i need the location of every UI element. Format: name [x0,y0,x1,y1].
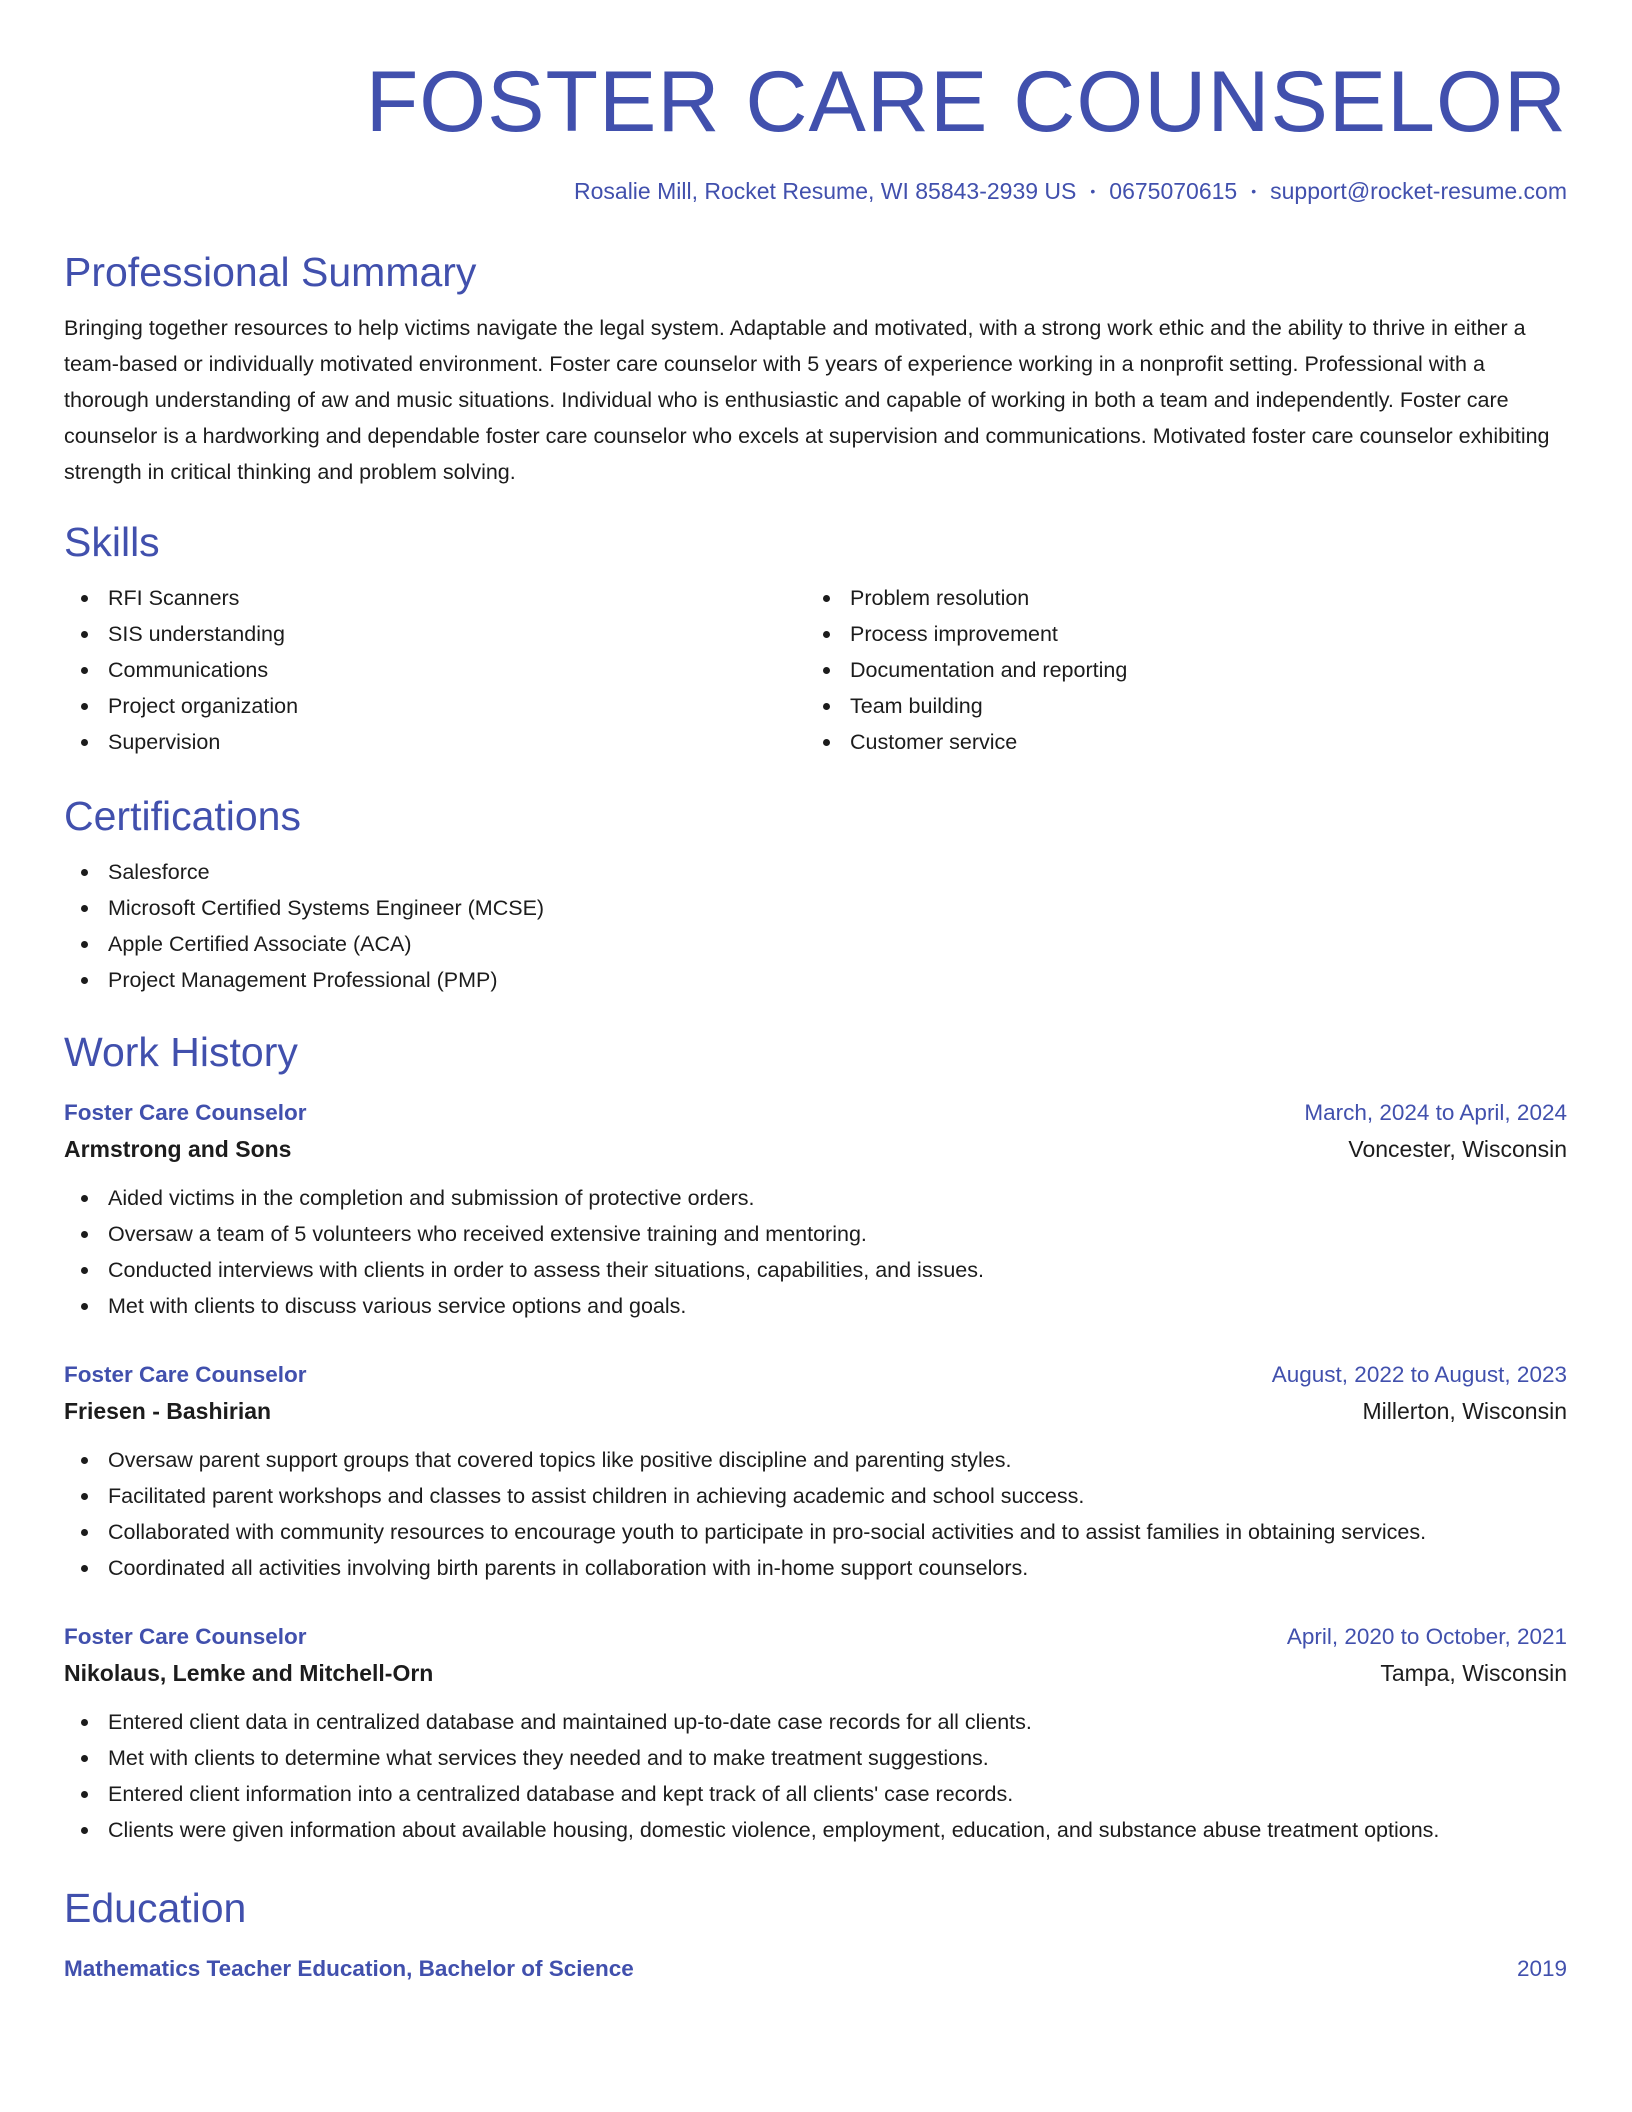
job-bullet: Collaborated with community resources to encourage youth to participate in pro-social activities and to assist families in obtaining services. [64,1514,1567,1550]
contact-phone[interactable]: 0675070615 [1109,178,1238,204]
resume-page [64,0,1567,2112]
skill-item: Project organization [64,688,806,724]
contact-address: Rosalie Mill, Rocket Resume, WI 85843-2939 US [574,178,1077,204]
job-header-row [64,1096,1567,1130]
job-entry [64,1096,1567,1324]
skill-item: SIS understanding [64,616,806,652]
skills-list-right [806,580,1548,760]
job-company: Friesen - Bashirian [64,1398,272,1424]
resume-title: FOSTER CARE COUNSELOR [365,54,1567,150]
work-history-heading: Work History [64,1029,298,1075]
contact-separator: • [1090,183,1096,199]
job-bullet: Oversaw a team of 5 volunteers who received extensive training and mentoring. [64,1216,1567,1252]
job-company-row [64,1130,1567,1168]
certification-item: Project Management Professional (PMP) [64,962,1567,998]
job-dates: April, 2020 to October, 2021 [1286,1624,1567,1649]
job-title: Foster Care Counselor [64,1100,307,1125]
education-heading: Education [64,1885,247,1931]
job-bullets [64,1180,1567,1324]
skill-item: Customer service [806,724,1548,760]
skill-item: Problem resolution [806,580,1548,616]
job-company-row [64,1392,1567,1430]
job-bullet: Entered client data in centralized database and maintained up-to-date case records for all clients. [64,1704,1567,1740]
job-entry [64,1620,1567,1848]
certification-item: Salesforce [64,854,1567,890]
job-title: Foster Care Counselor [64,1624,307,1649]
certifications-heading: Certifications [64,793,301,839]
job-company: Armstrong and Sons [64,1136,292,1162]
skill-item: Team building [806,688,1548,724]
job-dates: August, 2022 to August, 2023 [1271,1362,1567,1387]
certification-item: Microsoft Certified Systems Engineer (MCSE) [64,890,1567,926]
skill-item: Communications [64,652,806,688]
skill-item: RFI Scanners [64,580,806,616]
job-entry [64,1358,1567,1586]
education-degree: Mathematics Teacher Education, Bachelor of Science [64,1956,634,1981]
job-title: Foster Care Counselor [64,1362,307,1387]
job-bullet: Met with clients to determine what services they needed and to make treatment suggestions. [64,1740,1567,1776]
job-company-row [64,1654,1567,1692]
job-location: Tampa, Wisconsin [1380,1660,1567,1686]
skill-item: Supervision [64,724,806,760]
job-bullet: Entered client information into a centralized database and kept track of all clients' case records. [64,1776,1567,1812]
job-bullet: Coordinated all activities involving birth parents in collaboration with in-home support counselors. [64,1550,1567,1586]
job-location: Millerton, Wisconsin [1362,1398,1567,1424]
job-dates: March, 2024 to April, 2024 [1304,1100,1567,1125]
job-bullet: Aided victims in the completion and submission of protective orders. [64,1180,1567,1216]
job-bullets [64,1704,1567,1848]
education-year: 2019 [1516,1956,1567,1981]
job-bullet: Clients were given information about available housing, domestic violence, employment, education, and substance abuse treatment options. [64,1812,1567,1848]
job-bullet: Oversaw parent support groups that covered topics like positive discipline and parenting styles. [64,1442,1567,1478]
job-bullet: Facilitated parent workshops and classes to assist children in achieving academic and school success. [64,1478,1567,1514]
job-bullets [64,1442,1567,1586]
summary-heading: Professional Summary [64,249,477,295]
job-bullet: Conducted interviews with clients in order to assess their situations, capabilities, and issues. [64,1252,1567,1288]
contact-line [64,174,1567,208]
job-header-row [64,1620,1567,1654]
job-bullet: Met with clients to discuss various service options and goals. [64,1288,1567,1324]
skill-item: Process improvement [806,616,1548,652]
job-company: Nikolaus, Lemke and Mitchell-Orn [64,1660,434,1686]
contact-email[interactable]: support@rocket-resume.com [1270,178,1567,204]
education-entry [64,1952,1567,1986]
skills-heading: Skills [64,519,160,565]
certifications-list [64,854,1567,998]
certification-item: Apple Certified Associate (ACA) [64,926,1567,962]
contact-separator: • [1251,183,1257,199]
skill-item: Documentation and reporting [806,652,1548,688]
summary-text: Bringing together resources to help victims navigate the legal system. Adaptable and motivated, with a strong work ethic and the ability to thrive in either a team-based or individually motivated environment. Foster care counselor with 5 years of experience working in a nonprofit setting. Professional with a thorough understanding of aw and music situations. Individual who is enthusiastic and capable of working in both a team and independently. Foster care counselor is a hardworking and dependable foster care counselor who excels at supervision and communications. Motivated foster care counselor exhibiting strength in critical thinking and problem solving. [64,316,1550,484]
skills-list-left [64,580,806,760]
skills-columns [64,580,1567,760]
job-location: Voncester, Wisconsin [1348,1136,1567,1162]
job-header-row [64,1358,1567,1392]
